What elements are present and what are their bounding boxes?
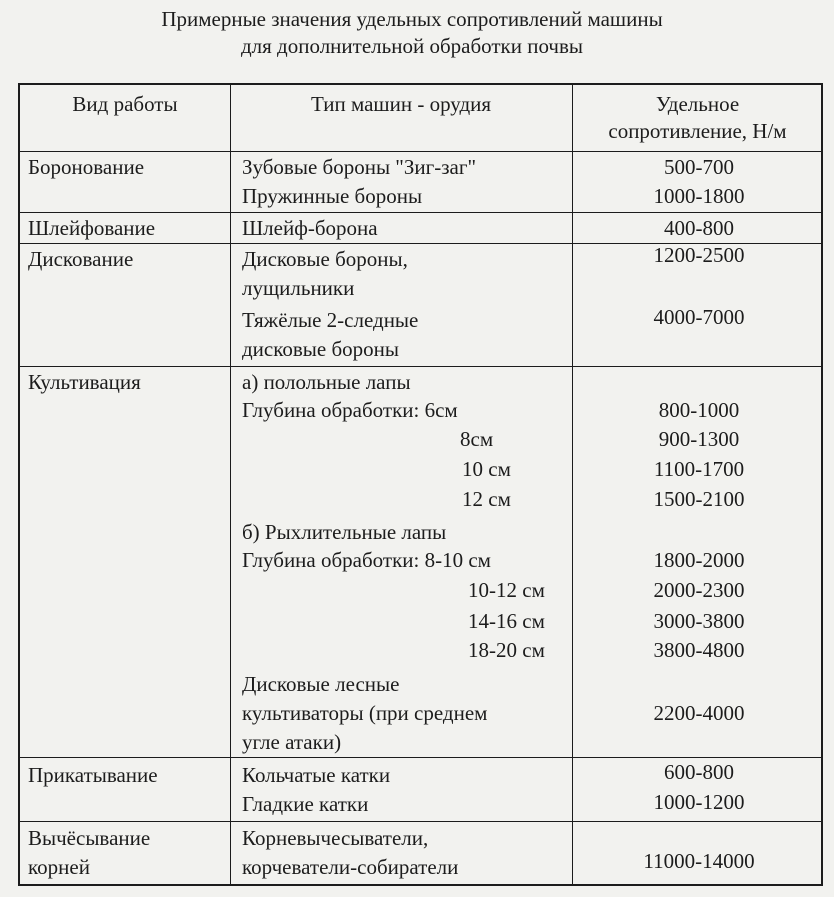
machine-cell: а) полольные лапы	[242, 370, 411, 394]
value-cell: 4000-7000	[653, 305, 745, 329]
resistance-table	[18, 83, 823, 886]
header-work-type: Вид работы	[72, 92, 178, 116]
work-dragging: Шлейфование	[28, 216, 156, 240]
machine-cell: 12 см	[462, 487, 511, 511]
title-line-2: для дополнительной обработки почвы	[240, 34, 584, 58]
work-root-combing: Вычёсывание	[28, 826, 151, 850]
header-resistance	[572, 91, 823, 145]
machine-cell: 10 см	[462, 457, 511, 481]
work-cultivation: Культивация	[28, 370, 141, 394]
machine-cell: б) Рыхлительные лапы	[242, 520, 447, 544]
machine-cell: лущильники	[242, 276, 355, 300]
row-divider-5	[20, 821, 821, 822]
machine-cell: 18-20 см	[468, 638, 545, 662]
machine-cell: Глубина обработки: 8-10 см	[242, 548, 491, 572]
value-cell: 1100-1700	[653, 457, 745, 481]
row-divider-1	[20, 212, 821, 213]
machine-cell: Тяжёлые 2-следные	[242, 308, 419, 332]
value-cell: 3800-4800	[653, 638, 745, 662]
column-divider-2	[572, 85, 573, 884]
machine-cell: Кольчатые катки	[242, 763, 391, 787]
value-cell: 2000-2300	[653, 578, 745, 602]
value-cell: 900-1300	[658, 427, 740, 451]
machine-cell: 14-16 см	[468, 609, 545, 633]
machine-cell: 8см	[460, 427, 494, 451]
value-cell: 500-700	[664, 155, 734, 179]
value-cell: 400-800	[664, 216, 734, 240]
machine-cell: Глубина обработки: 6см	[242, 398, 458, 422]
value-cell: 3000-3800	[653, 609, 745, 633]
machine-cell: угле атаки)	[242, 730, 342, 754]
machine-cell: дисковые бороны	[242, 337, 400, 361]
machine-cell: 10-12 см	[468, 578, 545, 602]
value-cell: 1800-2000	[653, 548, 745, 572]
header-resistance-line-1: Удельное	[655, 92, 740, 116]
header-resistance-line-2: сопротивление, Н/м	[608, 119, 787, 143]
machine-cell: Гладкие катки	[242, 792, 369, 816]
value-cell: 1000-1800	[653, 184, 745, 208]
page-title	[0, 6, 834, 60]
work-rolling: Прикатывание	[28, 763, 158, 787]
machine-cell: Зубовые бороны "Зиг-заг"	[242, 155, 477, 179]
machine-cell: Дисковые бороны,	[242, 247, 408, 271]
value-cell: 2200-4000	[653, 701, 745, 725]
value-cell: 1000-1200	[653, 790, 745, 814]
column-divider-1	[230, 85, 231, 884]
header-machine-type: Тип машин - орудия	[310, 92, 492, 116]
machine-cell: Пружинные бороны	[242, 184, 423, 208]
work-disking: Дискование	[28, 247, 134, 271]
row-divider-3	[20, 366, 821, 367]
value-cell: 1500-2100	[653, 487, 745, 511]
title-line-1: Примерные значения удельных сопротивлений машины	[161, 7, 663, 31]
value-cell: 11000-14000	[643, 849, 755, 873]
value-cell: 800-1000	[658, 398, 740, 422]
machine-cell: культиваторы (при среднем	[242, 701, 488, 725]
work-root-combing-line-2: корней	[28, 855, 90, 879]
value-cell: 600-800	[664, 760, 734, 784]
value-cell: 1200-2500	[653, 243, 745, 267]
machine-cell: Корневычесыватели,	[242, 826, 429, 850]
header-divider	[20, 151, 821, 152]
machine-cell: Дисковые лесные	[242, 672, 400, 696]
machine-cell: Шлейф-борона	[242, 216, 378, 240]
machine-cell: корчеватели-собиратели	[242, 855, 459, 879]
work-harrowing: Боронование	[28, 155, 145, 179]
